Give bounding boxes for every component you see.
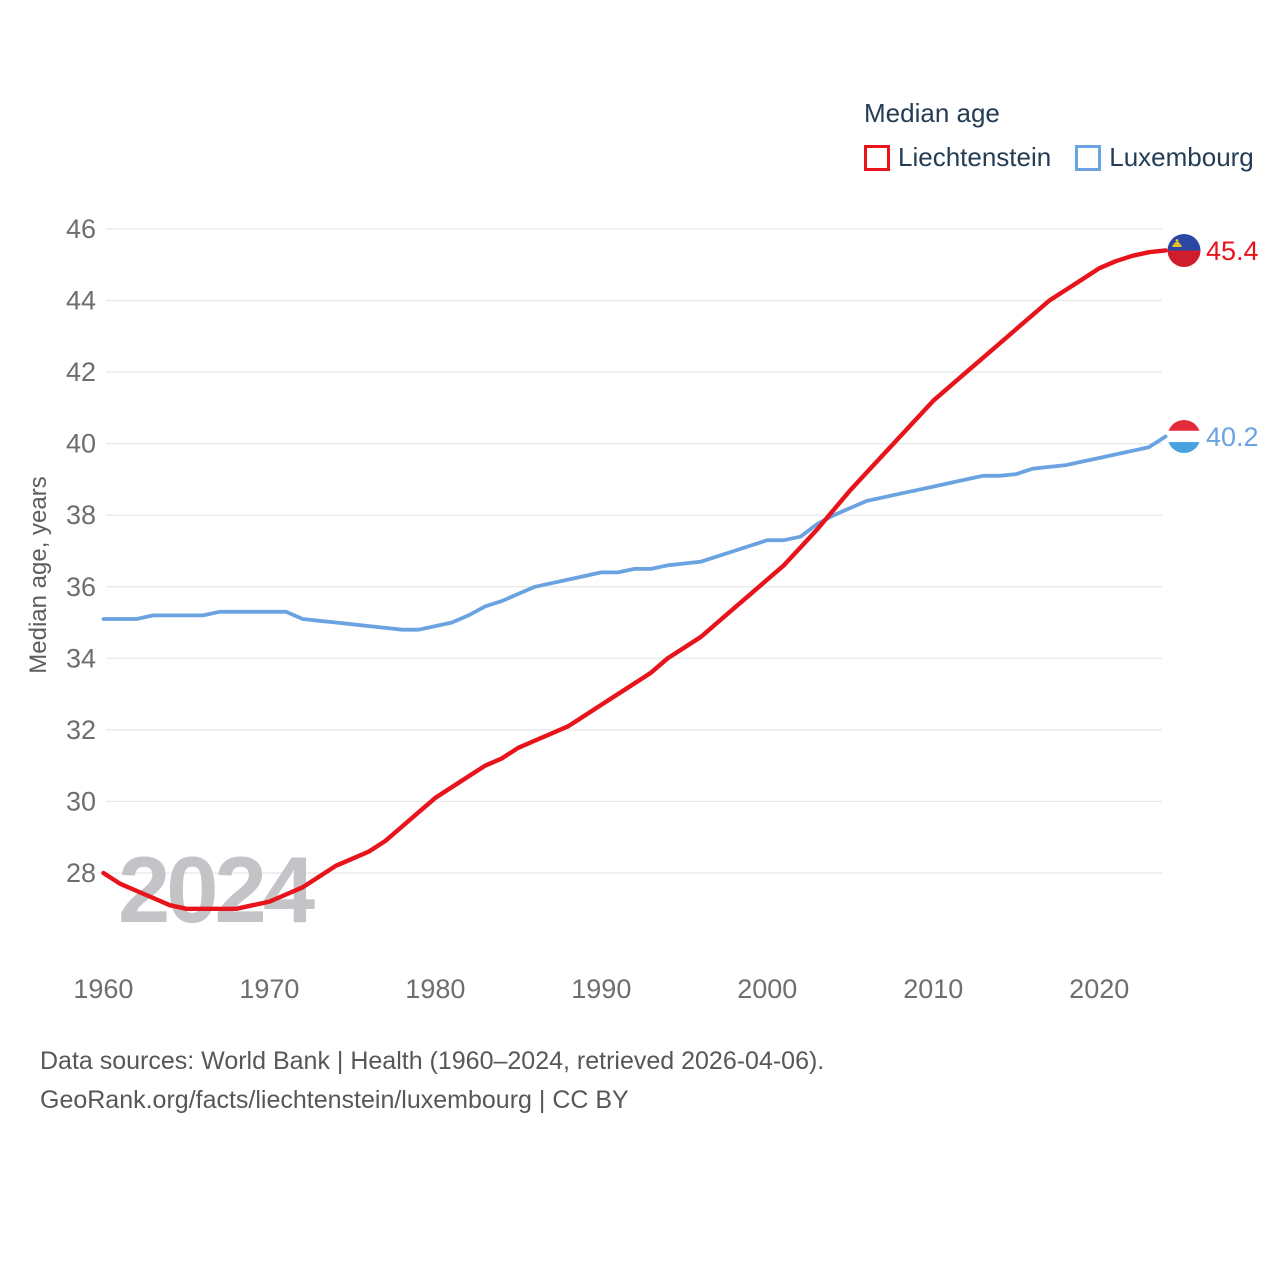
x-tick-label: 2010: [903, 974, 964, 1004]
liechtenstein-end-value: 45.4: [1206, 236, 1259, 266]
legend: [864, 98, 1254, 173]
series-line-liechtenstein: [103, 250, 1165, 908]
y-tick-label: 42: [65, 357, 96, 388]
x-tick-label: 1960: [73, 974, 134, 1004]
y-tick-label: 32: [65, 714, 96, 745]
luxembourg-end-value: 40.2: [1206, 422, 1259, 452]
data-sources-line: Data sources: World Bank | Health (1960–2024, retrieved 2026-04-06).: [40, 1047, 825, 1075]
legend-title: Median age: [864, 98, 1000, 128]
legend-items: [864, 142, 1254, 173]
y-tick-label: 46: [65, 213, 96, 244]
y-tick-label: 44: [65, 285, 96, 316]
legend-label-luxembourg: Luxembourg: [1109, 142, 1254, 172]
y-tick-label: 40: [65, 428, 96, 459]
watermark-year: 2024: [118, 837, 312, 942]
attribution-line: GeoRank.org/facts/liechtenstein/luxembourg | CC BY: [40, 1086, 629, 1114]
x-tick-label: 2000: [737, 974, 798, 1004]
series-line-luxembourg: [103, 437, 1165, 630]
legend-item-luxembourg[interactable]: [1075, 142, 1254, 173]
series-lines: [103, 250, 1165, 908]
luxembourg-flag-icon: [1167, 420, 1201, 454]
x-tick-label: 1990: [571, 974, 632, 1004]
footer: [40, 1042, 824, 1120]
y-tick-label: 38: [65, 500, 96, 531]
y-tick-label: 36: [65, 571, 96, 602]
x-tick-label: 1980: [405, 974, 466, 1004]
y-tick-label: 28: [65, 858, 96, 888]
gridlines: [106, 229, 1162, 873]
y-tick-label: 30: [65, 786, 96, 817]
x-tick-label: 1970: [239, 974, 300, 1004]
legend-item-liechtenstein[interactable]: [864, 142, 1051, 173]
liechtenstein-flag-icon: [1167, 234, 1201, 268]
x-tick-label: 2020: [1069, 974, 1130, 1004]
y-tick-label: 34: [65, 643, 96, 674]
luxembourg-swatch-icon: [1075, 145, 1101, 171]
legend-label-liechtenstein: Liechtenstein: [898, 142, 1052, 172]
y-axis-title: Median age, years: [25, 476, 52, 674]
liechtenstein-swatch-icon: [864, 145, 890, 171]
